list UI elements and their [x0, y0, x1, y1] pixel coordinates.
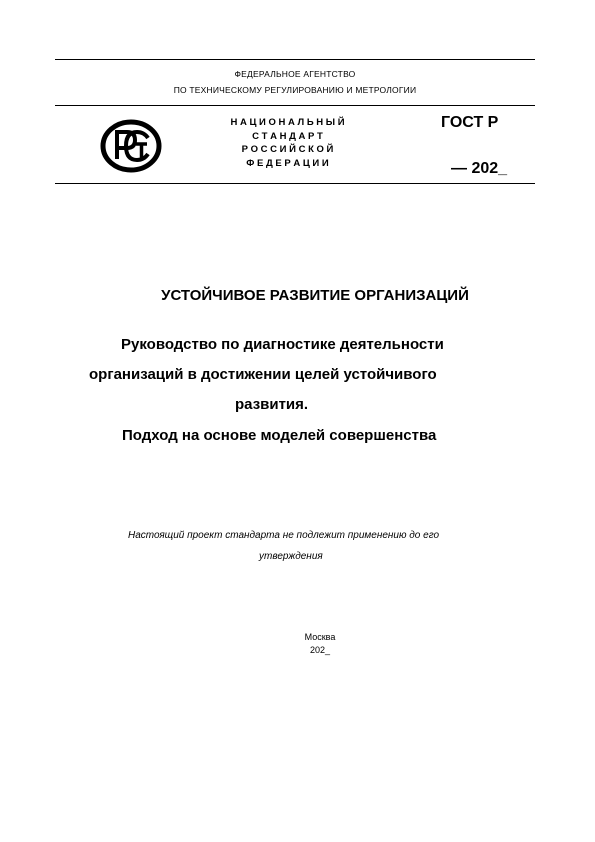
- agency-line-2: ПО ТЕХНИЧЕСКОМУ РЕГУЛИРОВАНИЮ И МЕТРОЛОГИИ: [173, 85, 417, 95]
- national-standard-line-4: Ф Е Д Е Р А Ц И И: [246, 157, 329, 169]
- subtitle-line-1: Руководство по диагностике деятельности: [121, 336, 444, 353]
- subtitle-line-3: развития.: [235, 396, 309, 413]
- gost-label: ГОСТ Р: [441, 114, 499, 131]
- agency-line-1: ФЕДЕРАЛЬНОЕ АГЕНТСТВО: [234, 69, 356, 79]
- draft-note-line-2: утверждения: [259, 551, 323, 562]
- rst-logo-icon: [100, 119, 162, 173]
- national-standard-line-3: Р О С С И Й С К О Й: [241, 144, 334, 155]
- national-standard-block: [180, 116, 395, 170]
- header-bottom-rule: [55, 183, 535, 184]
- draft-note-line-1: Настоящий проект стандарта не подлежит применению до его: [128, 530, 440, 541]
- city: Москва: [304, 632, 336, 642]
- national-standard-line-2: С Т А Н Д А Р Т: [252, 130, 323, 142]
- subtitle-line-2: организаций в достижении целей устойчивого: [89, 366, 437, 383]
- year: 202_: [309, 645, 331, 655]
- gost-number: — 202_: [451, 160, 508, 177]
- subtitle-line-4: Подход на основе моделей совершенства: [122, 427, 437, 444]
- top-rule: [55, 59, 535, 60]
- document-title: УСТОЙЧИВОЕ РАЗВИТИЕ ОРГАНИЗАЦИЙ: [161, 287, 469, 304]
- header-divider-rule: [55, 105, 535, 106]
- national-standard-line-1: Н А Ц И О Н А Л Ь Н Ы Й: [230, 117, 345, 128]
